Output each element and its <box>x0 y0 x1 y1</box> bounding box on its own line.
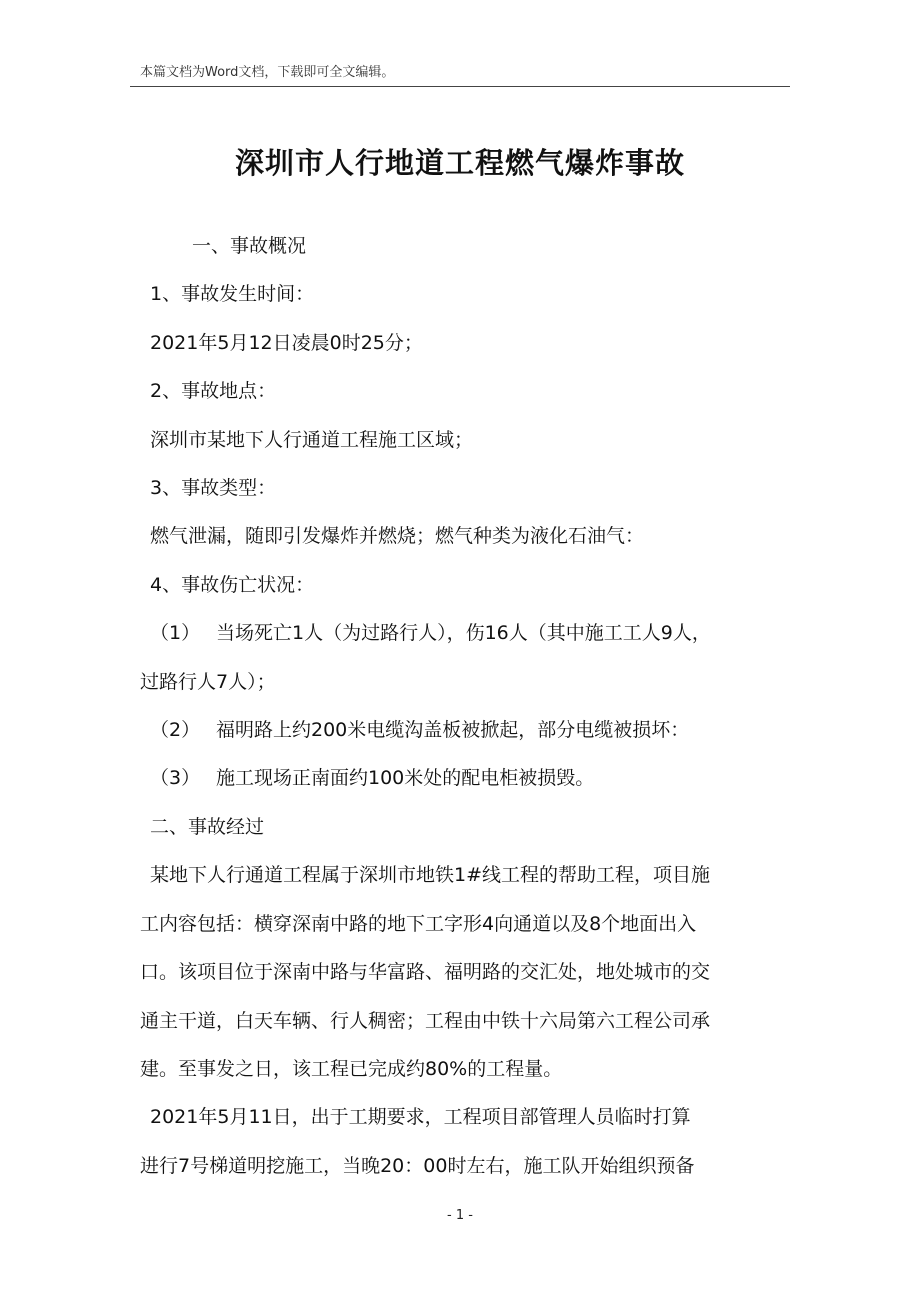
paragraph-line: 进行7号梯道明挖施工，当晚20：00时左右，施工队开始组织预备 <box>140 1154 695 1177</box>
page-header-text: 本篇文档为Word文档，下载即可全文编辑。 <box>140 65 395 80</box>
paragraph-line: 通主干道，白天车辆、行人稠密；工程由中铁十六局第六工程公司承 <box>140 1009 711 1032</box>
place-label: 2、事故地点： <box>150 380 277 403</box>
paragraph-line: 建。至事发之日，该工程已完成约80%的工程量。 <box>140 1057 563 1080</box>
casualty-label: 4、事故伤亡状况： <box>150 573 315 596</box>
section-heading-overview: 一、事故概况 <box>192 235 307 257</box>
paragraph-line: 口。该项目位于深南中路与华富路、福明路的交汇处，地处城市的交 <box>140 961 711 984</box>
type-label: 3、事故类型： <box>150 477 277 500</box>
time-value: 2021年5月12日凌晨0时25分； <box>150 331 423 354</box>
list-item <box>140 754 790 802</box>
page-number: - 1 - <box>447 1208 473 1223</box>
list-item-number: （3） <box>150 767 201 790</box>
list-item-continuation: 过路行人7人）； <box>140 670 276 693</box>
header-divider <box>130 86 790 87</box>
list-item-text: 福明路上约200米电缆沟盖板被掀起，部分电缆被损坏： <box>216 719 690 742</box>
type-value: 燃气泄漏，随即引发爆炸并燃烧；燃气种类为液化石油气： <box>150 525 645 548</box>
document-title: 深圳市人行地道工程燃气爆炸事故 <box>234 146 685 180</box>
list-item-text: 当场死亡1人（为过路行人），伤16人（其中施工工人9人， <box>216 622 711 645</box>
list-item-number: （2） <box>150 719 201 742</box>
paragraph-line: 2021年5月11日，出于工期要求，工程项目部管理人员临时打算 <box>150 1106 691 1129</box>
paragraph-line: 工内容包括：横穿深南中路的地下工字形4向通道以及8个地面出入 <box>140 912 697 935</box>
list-item <box>140 706 790 754</box>
place-value: 深圳市某地下人行通道工程施工区域； <box>150 428 474 451</box>
list-item <box>140 609 790 657</box>
section-heading-process: 二、事故经过 <box>150 815 265 838</box>
paragraph-line: 某地下人行通道工程属于深圳市地铁1#线工程的帮助工程，项目施 <box>150 864 711 887</box>
document-body <box>140 222 790 1190</box>
list-item-number: （1） <box>150 622 201 645</box>
time-label: 1、事故发生时间： <box>150 283 315 306</box>
list-item-text: 施工现场正南面约100米处的配电柜被损毁。 <box>216 767 595 790</box>
